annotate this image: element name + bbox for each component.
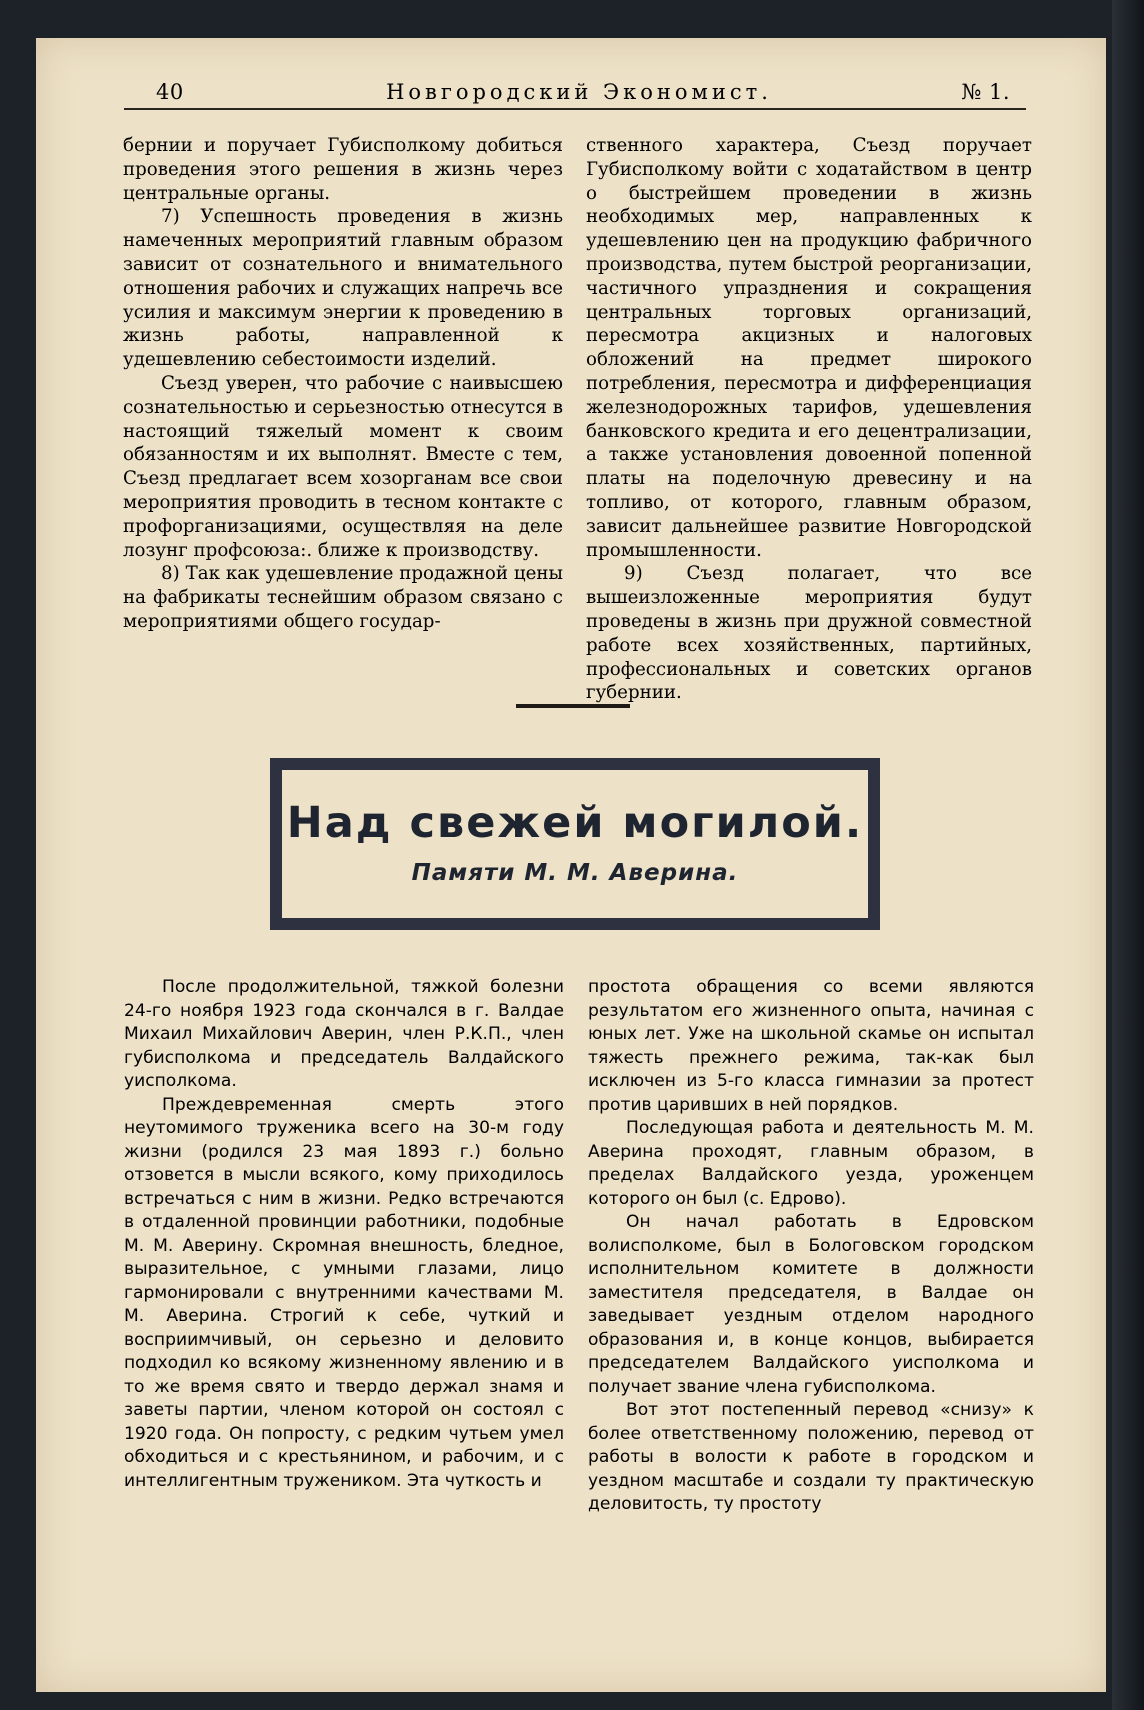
paragraph: Он начал работать в Едровском волисполкоме, был в Бологовском городском исполнительном комитете в должности заместителя председателя, в Валдае он заведывает уездным отделом народного образования и, в конце концов, выбирается председателем Валдайского уисполкома и получает звание члена губисполкома. [588,1212,1034,1397]
article-title-frame [270,758,880,930]
top-left-column [123,134,563,634]
paragraph: Преждевременная смерть этого неутомимого труженика всего на 30-м году жизни (родился 23 мая 1893 г.) больно отзовется в мысли всякого, кому приходилось встречаться с ним в жизни. Редко встречаются в отдаленной провинции работники, подобные М. М. Аверину. Скромная внешность, бледное, выразительное, с умными глазами, лицо гармонировали с внутренними качествами М. М. Аверина. Строгий к себе, чуткий и восприимчивый, он серьезно и деловито подходил ко всякому жизненному явлению и в то же время свято и твердо держал знамя и заветы партии, членом которой он состоял с 1920 года. Он попросту, с редким чутьем умел обходиться и с крестьянином, и рабочим, и с интеллигентным тружеником. Эта чуткость и [124,1094,564,1491]
paragraph: бернии и поручает Губисполкому добиться проведения этого решения в жизнь через центральные органы. [123,135,563,204]
bottom-right-column [588,976,1034,1517]
paragraph: Съезд уверен, что рабочие с наивысшею сознательностью и серьезностью отнесутся в настоящий тяжелый момент к своим обязанностям и их выполнят. Вместе с тем, Съезд предлагает всем хозорганам все свои мероприятия проводить в тесном контакте с профорганизациями, осуществляя на деле лозунг профсоюза:. ближе к производству. [123,372,563,561]
top-right-column [586,134,1032,705]
paragraph: простота обращения со всеми являются результатом его жизненного опыта, начиная с юных лет. Уже на школьной скамье он испытал тяжесть прежнего режима, так-как был исключен из 5-го класса гимназии за протест против царивших в ней порядков. [588,977,1034,1115]
section-divider [516,704,630,708]
header-rule [124,108,1026,110]
paragraph: Вот этот постепенный перевод «снизу» к более ответственному положению, перевод от работы в волости к работе в городском и уездном масштабе и создали ту практическую деловитость, ту простоту [588,1400,1034,1514]
page-edge [1112,0,1144,1710]
bottom-left-column [124,976,564,1493]
paragraph: Последующая работа и деятельность М. М. Аверина проходят, главным образом, в пределах Валдайского уезда, уроженцем которого он был (с. Едрово). [588,1118,1034,1209]
article-heading: Над свежей могилой. [286,798,864,848]
paragraph: 8) Так как удешевление продажной цены на фабрикаты теснейшим образом связано с мероприятиями общего государ- [123,563,563,632]
journal-title: Новгородский Экономист. [386,80,772,104]
paragraph: ственного характера, Съезд поручает Губисполкому войти с ходатайством в центр о быстрейшем проведении в жизнь необходимых мер, направленных к удешевлению цен на продукцию фабричного производства, путем быстрой реорганизации, частичного упразднения и сокращения центральных торговых организаций, пересмотра акцизных и налоговых обложений на предмет широкого потребления, пересмотра и дифференциация железнодорожных тарифов, удешевления банковского кредита и его децентрализации, а также установления довоенной попенной платы на поделочную древесину и на топливо, от которого, главным образом, зависит дальнейшее развитие Новгородской промышленности. [586,135,1032,561]
paragraph: После продолжительной, тяжкой болезни 24-го ноября 1923 года скончался в г. Валдае Михаил Михайлович Аверин, член Р.К.П., член губисполкома и председатель Валдайского уисполкома. [124,977,564,1091]
running-header [124,80,1034,108]
page-number: 40 [156,80,184,104]
paragraph: 7) Успешность проведения в жизнь намеченных мероприятий главным образом зависит от сознательного и внимательного отношения рабочих и служащих напречь все усилия и максимум энергии к проведению в жизнь работы, направленной к удешевлению себестоимости изделий. [123,206,563,371]
paragraph: 9) Съезд полагает, что все вышеизложенные мероприятия будут проведены в жизнь при дружной совместной работе всех хозяйственных, партийных, профессиональных и советских органов губернии. [586,563,1032,704]
article-subheading: Памяти М. М. Аверина. [411,860,739,886]
issue-number: № 1. [961,80,1010,104]
